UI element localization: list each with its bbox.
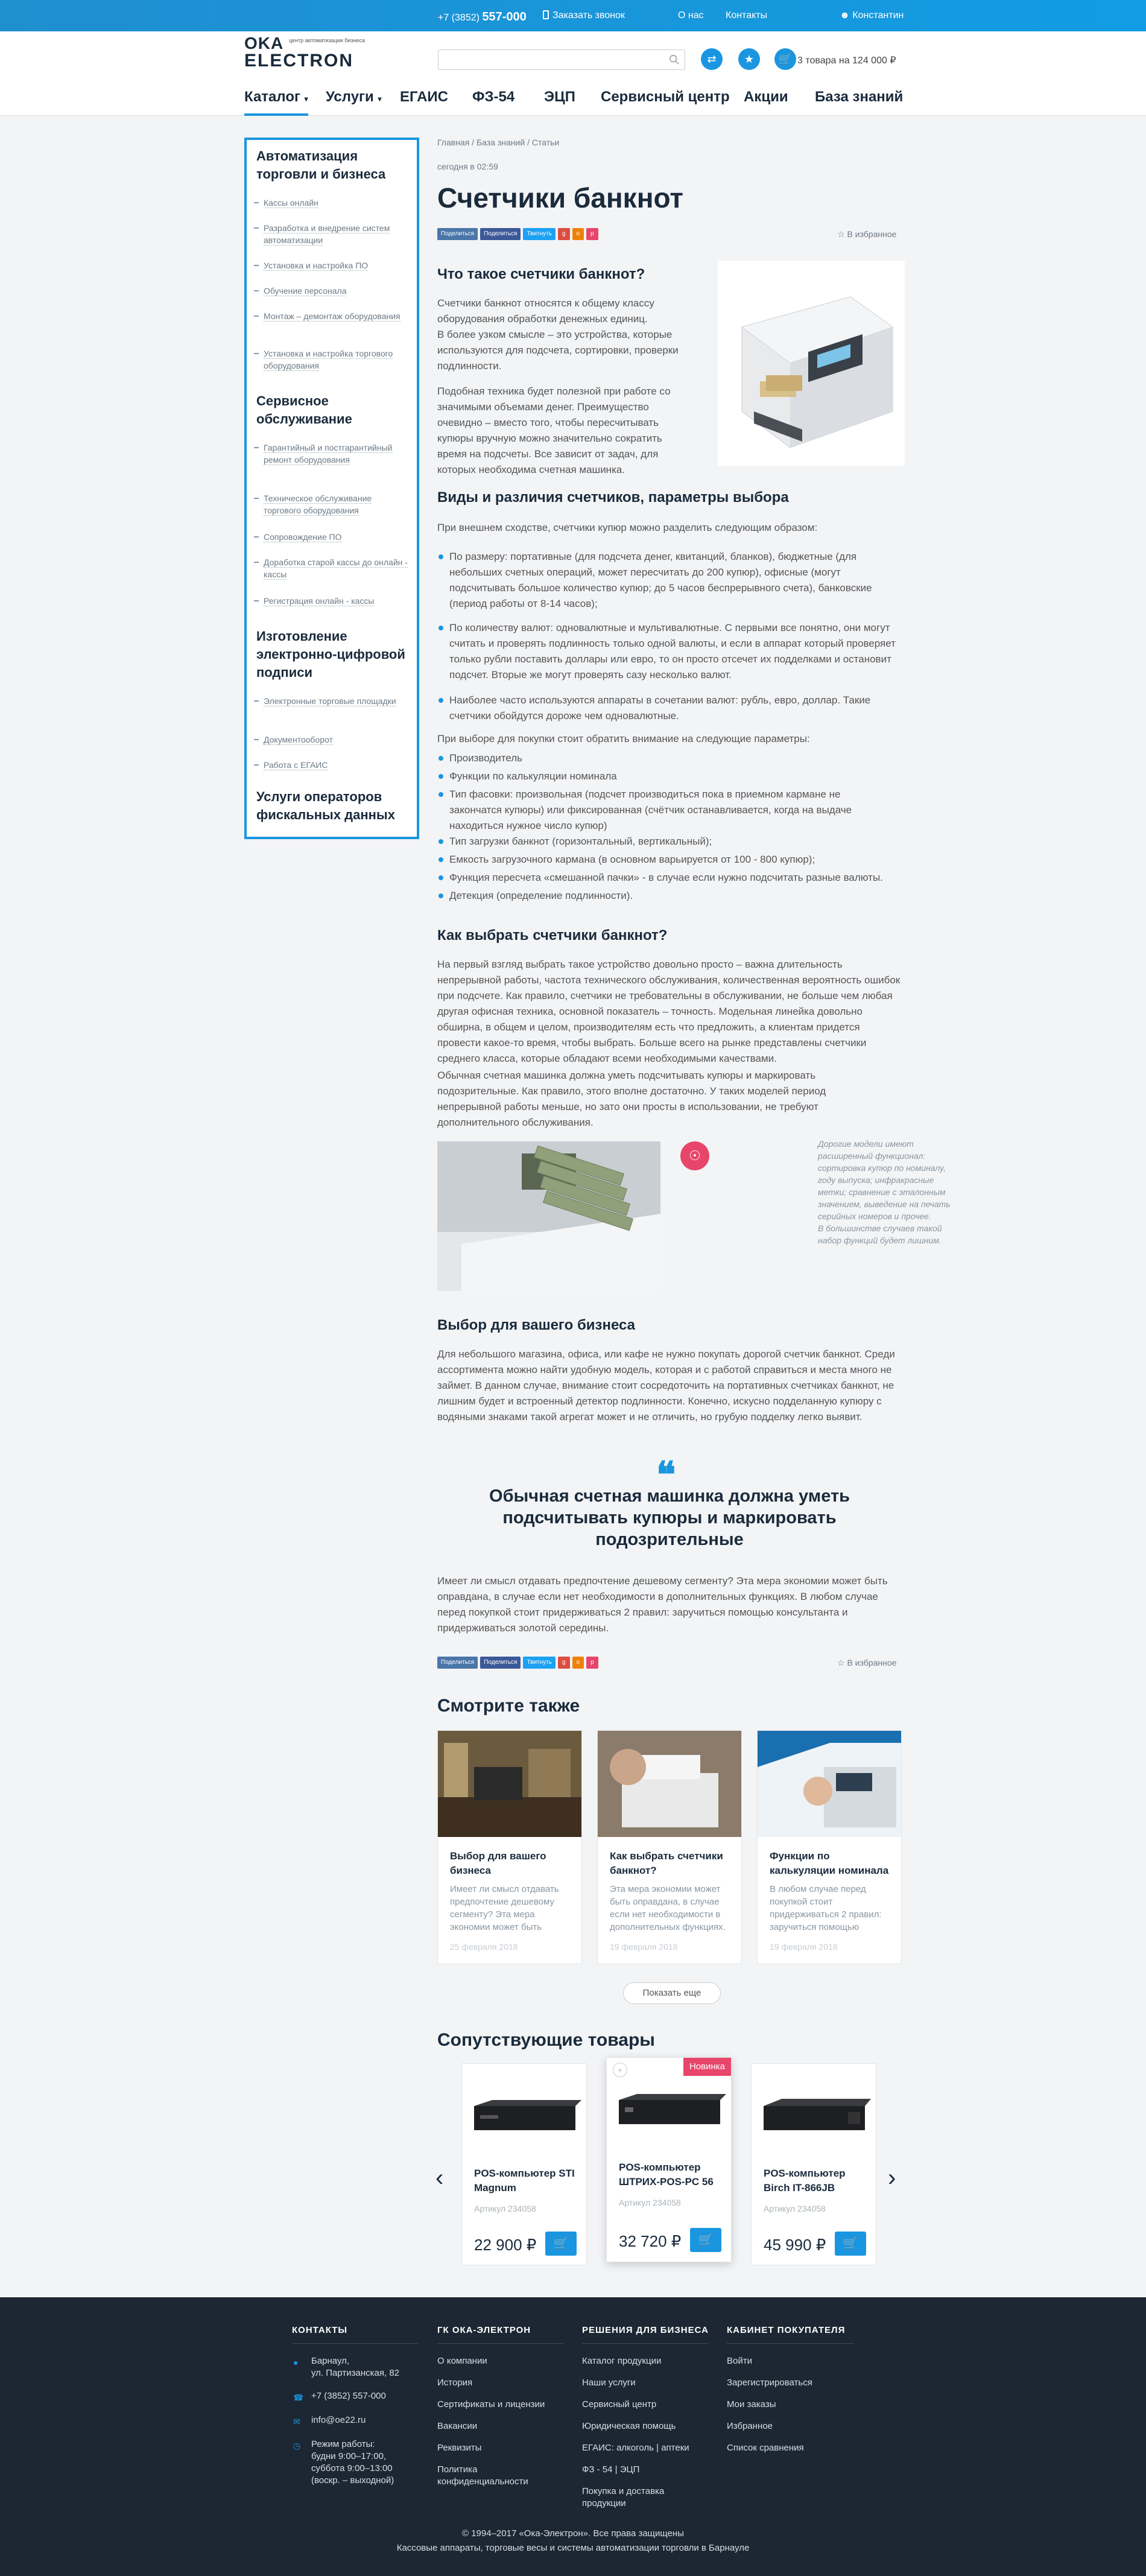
chevron-right-icon[interactable]: › <box>888 2165 896 2191</box>
new-badge: Новинка <box>683 2058 731 2076</box>
footer-link[interactable]: Сертификаты и лицензии <box>437 2399 545 2409</box>
sidebar-heading-ofd[interactable]: Услуги операторов фискальных данных <box>256 789 395 822</box>
sidebar <box>244 138 419 839</box>
sidebar-item[interactable] <box>264 310 408 322</box>
nav-service-center[interactable]: Сервисный центр <box>601 89 730 105</box>
search-input[interactable] <box>438 50 656 69</box>
card-title: Как выбрать счетчики банкнот? <box>610 1850 723 1876</box>
sidebar-item[interactable] <box>264 695 408 707</box>
footer-link[interactable]: Мои заказы <box>727 2399 776 2409</box>
sidebar-item-label: Сопровождение ПО <box>264 532 342 542</box>
star-outline-icon: ☆ <box>837 229 845 239</box>
sidebar-item-label: Монтаж – демонтаж оборудования <box>264 311 400 321</box>
product-price: 22 900 ₽ <box>474 2236 537 2254</box>
footer-link[interactable]: Покупка и доставка продукции <box>582 2486 665 2508</box>
share-facebook-button[interactable]: Поделиться <box>480 1657 521 1669</box>
related-title: Сопутствующие товары <box>437 2030 655 2050</box>
footer-copyright <box>0 2527 1146 2555</box>
favorite-link[interactable] <box>837 228 896 240</box>
show-more-button[interactable]: Показать еще <box>623 1982 721 2004</box>
share-ok-icon[interactable]: o <box>572 1657 584 1669</box>
list-item: Функции по калькуляции номинала <box>449 769 896 784</box>
sidebar-item[interactable] <box>264 285 408 297</box>
footer-heading-contacts: КОНТАКТЫ <box>292 2324 419 2344</box>
footer-email[interactable]: info@oe22.ru <box>311 2415 366 2425</box>
main-nav <box>244 84 902 115</box>
sidebar-item[interactable] <box>264 492 408 516</box>
paragraph: При выборе для покупки стоит обратить внимание на следующие параметры: <box>437 733 810 744</box>
heading-what: Что такое счетчики банкнот? <box>437 266 645 282</box>
card-text: Эта мера экономии может быть оправдана, в случае если нет необходимости в дополнительных функциях. <box>610 1884 726 1932</box>
nav-egais[interactable]: ЕГАИС <box>400 89 449 105</box>
nav-services-label: Услуги <box>326 89 374 105</box>
product-sku: Артикул 234058 <box>619 2198 681 2207</box>
nav-fz54[interactable]: ФЗ-54 <box>472 89 515 105</box>
product-image <box>613 2082 726 2148</box>
share-bar-bottom <box>437 1657 598 1669</box>
share-ok-icon[interactable]: o <box>572 228 584 240</box>
search-box <box>438 49 685 70</box>
about-link[interactable]: О нас <box>678 10 704 21</box>
paragraph: Обычная счетная машинка должна уметь подсчитывать купюры и маркировать подозрительные. Как правило, этого вполне достаточно. У таких моделей период непрерывной работы меньше, но зато они просты в использовании, не требуют дополнительного обслуживания. <box>437 1070 826 1128</box>
footer-heading-group: ГК ОКА-ЭЛЕКТРОН <box>437 2324 564 2344</box>
sidebar-item[interactable] <box>264 222 408 246</box>
footer-link[interactable]: ФЗ - 54 | ЭЦП <box>582 2464 640 2475</box>
sidebar-item[interactable] <box>264 197 408 209</box>
product-title: POS-компьютер Birch IT-866JB <box>764 2168 846 2194</box>
sidebar-item[interactable] <box>264 556 408 580</box>
add-to-cart-button[interactable] <box>690 2228 721 2252</box>
user-icon: ☻ <box>840 10 850 21</box>
pull-quote: Обычная счетная машинка должна уметь подсчитывать купюры и маркировать подозрительные <box>489 1486 850 1549</box>
sidebar-item[interactable] <box>264 759 408 771</box>
list-item: По размеру: портативные (для подсчета денег, квитанций, бланков), бюджетные (для небольших счетных операций, может пересчитать до 200 купюр), офисные (могут подсчитывать большое количество купюр; до 5 часов беспрерывного счета), банковские (период работы от 8-14 часов); <box>449 549 896 612</box>
share-gplus-icon[interactable]: g <box>558 1657 570 1669</box>
nav-knowledge-base[interactable]: База знаний <box>815 89 904 105</box>
product-sku: Артикул 234058 <box>474 2204 536 2213</box>
footer-link[interactable]: Юридическая помощь <box>582 2421 676 2431</box>
footer-hours: Режим работы: будни 9:00–17:00, суббота 9:00–13:00 (воскр. – выходной) <box>311 2439 394 2486</box>
paragraph: Для небольшого магазина, офиса, или кафе не нужно покупать дорогой счетчик банкнот. Среди ассортимента можно найти удобную модель, которая и с работой справиться и места много не займет. В данном случае, внимание стоит сосредоточить на портативных счетчиках банкнот, не лишним будет и встроенный детектор подлинности. Конечно, искусно подделанную купюру с водяными знаками такой агрегат может и не отличить, но грубую подделку легко выявит. <box>437 1348 895 1423</box>
logo-bottom: ELECTRON <box>244 51 353 71</box>
nav-catalog-label: Каталог <box>244 89 300 105</box>
top-bar <box>0 0 1146 31</box>
article-card[interactable] <box>437 1730 582 1964</box>
favorite-label: В избранное <box>847 1658 897 1667</box>
location-pin-icon: ● <box>293 2358 299 2367</box>
card-date: 19 февраля 2018 <box>610 1942 678 1952</box>
phone-icon <box>543 10 549 19</box>
product-price: 32 720 ₽ <box>619 2232 682 2250</box>
cart-icon: 🛒 <box>553 2237 569 2250</box>
paragraph: Счетчики банкнот относятся к общему классу оборудования обработки денежных единиц. В более узком смысле – это устройства, которые используются для подсчета, сортировки, проверки подлинности. <box>437 297 679 372</box>
cart-summary[interactable]: 3 товара на 124 000 ₽ <box>797 56 896 66</box>
article-date: сегодня в 02:59 <box>437 162 498 171</box>
footer-link[interactable]: Войти <box>727 2356 752 2366</box>
card-image <box>758 1731 901 1837</box>
header-phone[interactable] <box>438 8 527 26</box>
product-title: POS-компьютер STI Magnum <box>474 2168 575 2194</box>
favorites-star-icon[interactable]: ★ <box>738 48 760 70</box>
footer-heading-solutions: РЕШЕНИЯ ДЛЯ БИЗНЕСА <box>582 2324 709 2344</box>
order-call-label: Заказать звонок <box>552 10 625 21</box>
note-paragraph: Наиболее часто используются аппараты в сочетании валют: рубль, евро, доллар. Такие счетчики обойдутся дороже чем одновалютные. <box>449 693 884 724</box>
card-text: Имеет ли смысл отдавать предпочтение дешевому сегменту? Эта мера экономии может быть <box>450 1884 559 1932</box>
footer-link[interactable]: Реквизиты <box>437 2443 482 2453</box>
footer-link[interactable]: Зарегистрироваться <box>727 2378 812 2388</box>
chevron-down-icon: ▾ <box>304 95 308 103</box>
nav-services[interactable] <box>326 87 382 108</box>
favorite-label: В избранное <box>847 229 897 239</box>
product-card[interactable] <box>751 2063 876 2265</box>
share-twitter-button[interactable]: Твитнуть <box>523 228 555 240</box>
paragraph: На первый взгляд выбрать такое устройство довольно просто – важна длительность непрерывной работы, частота технического обслуживания, количественная вероятность ошибок при подсчете. Как правило, счетчики не требовательны в обслуживании, не больше чем любая другая офисная техника, основной показатель – точность. Модельная линейка довольно обширна, в общем и целом, производителям есть что предложить, а клиентам придется провести какое-то время, чтобы выбрать. Больше всего на рынке представлены счетчики среднего класса, которые обладают всеми необходимыми качествами. <box>437 959 901 1064</box>
see-also-title: Смотрите также <box>437 1696 580 1716</box>
sidebar-item-label: Разработка и внедрение систем автоматизации <box>264 223 390 245</box>
list-item: Емкость загрузочного кармана (в основном варьируется от 100 - 800 купюр); <box>449 852 896 868</box>
footer-heading-cabinet: КАБИНЕТ ПОКУПАТЕЛЯ <box>727 2324 853 2344</box>
footer-link[interactable]: Сервисный центр <box>582 2399 657 2409</box>
sidebar-item-label: Гарантийный и постгарантийный ремонт оборудования <box>264 443 393 465</box>
sidebar-heading-service[interactable]: Сервисное обслуживание <box>256 393 352 427</box>
nav-ecp[interactable]: ЭЦП <box>544 89 575 105</box>
paragraph: Подобная техника будет полезной при работе со значимыми объемами денег. Преимущество очевидно – вместо того, чтобы пересчитывать купюры вручную можно значительно сократить время на подсчеты. Все зависит от задач, для которых необходима счетная машинка. <box>437 385 671 475</box>
product-sku: Артикул 234058 <box>764 2204 826 2213</box>
share-vk-button[interactable]: Поделиться <box>437 228 478 240</box>
phone-main: 557-000 <box>482 10 527 24</box>
chevron-down-icon: ▾ <box>378 95 382 103</box>
sidebar-item-label: Обучение персонала <box>264 286 347 296</box>
page-title: Счетчики банкнот <box>437 182 683 214</box>
product-card[interactable] <box>606 2057 732 2262</box>
nav-promo[interactable]: Акции <box>744 89 788 105</box>
footer-link[interactable]: Политика конфиденциальности <box>437 2464 528 2487</box>
banknote-counter-image <box>718 261 905 466</box>
contacts-link[interactable]: Контакты <box>726 10 768 21</box>
sidebar-item[interactable] <box>264 531 408 543</box>
product-image <box>468 2082 581 2148</box>
footer-address: Барнаул, ул. Партизанская, 82 <box>311 2356 400 2378</box>
card-image <box>598 1731 741 1837</box>
quote-icon: ❝ <box>656 1455 676 1495</box>
order-call-link[interactable] <box>543 8 625 22</box>
sidebar-heading-automation[interactable]: Автоматизация торговли и бизнеса <box>256 148 386 182</box>
card-date: 19 февраля 2018 <box>770 1942 838 1952</box>
chevron-left-icon[interactable]: ‹ <box>435 2165 444 2191</box>
footer-phone[interactable]: +7 (3852) 557-000 <box>311 2391 386 2401</box>
footer-link[interactable]: Избранное <box>727 2421 773 2431</box>
sidebar-item-label: Техническое обслуживание торгового оборудования <box>264 493 372 515</box>
favorite-link-bottom[interactable] <box>837 1657 896 1669</box>
footer-link[interactable]: О компании <box>437 2356 487 2366</box>
list-item: Тип загрузки банкнот (горизонтальный, вертикальный); <box>449 834 896 849</box>
user-name: Константин <box>852 10 904 21</box>
sidebar-item[interactable] <box>264 442 408 466</box>
info-badge-icon: ☉ <box>680 1141 709 1170</box>
sidebar-item-label: Установка и настройка ПО <box>264 261 369 270</box>
list-item: Тип фасовки: произвольная (подсчет производиться пока в приемном кармане не закончатся купюры) или фиксированная (счётчик останавливается, когда на выдаче находиться нужное число купюр) <box>449 787 896 834</box>
sidebar-item-label: Установка и настройка торгового оборудования <box>264 349 393 370</box>
user-menu[interactable] <box>840 8 904 22</box>
sidebar-item-label: Доработка старой кассы до онлайн - кассы <box>264 557 408 579</box>
clock-icon: ◷ <box>293 2441 301 2451</box>
list-item: Функция пересчета «смешанной пачки» - в случае если нужно подсчитать разные валюты. <box>449 870 896 886</box>
heading-how: Как выбрать счетчики банкнот? <box>437 927 668 944</box>
compare-icon[interactable]: ⇄ <box>701 48 723 70</box>
money-counter-photo <box>437 1141 660 1291</box>
add-compare-icon[interactable]: + <box>613 2063 627 2077</box>
search-icon[interactable] <box>669 54 680 65</box>
card-title: Функции по калькуляции номинала <box>770 1850 889 1876</box>
cart-icon: 🛒 <box>843 2237 858 2250</box>
add-to-cart-button[interactable] <box>545 2232 577 2256</box>
heading-business: Выбор для вашего бизнеса <box>437 1317 635 1333</box>
share-twitter-button[interactable]: Твитнуть <box>523 1657 555 1669</box>
sidebar-item-label: Кассы онлайн <box>264 198 318 208</box>
footer-link[interactable]: ЕГАИС: алкоголь | аптеки <box>582 2443 689 2453</box>
share-pocket-icon[interactable]: p <box>586 228 598 240</box>
nav-catalog[interactable] <box>244 87 308 116</box>
share-bar <box>437 228 598 240</box>
card-text: В любом случае перед покупкой стоит придерживаться 2 правил: заручиться помощью <box>770 1884 882 1932</box>
paragraph: При внешнем сходстве, счетчики купюр можно разделить следующим образом: <box>437 522 818 533</box>
card-image <box>438 1731 581 1837</box>
breadcrumb[interactable]: Главная / База знаний / Статьи <box>437 138 560 147</box>
star-outline-icon: ☆ <box>837 1658 845 1667</box>
product-card[interactable] <box>461 2063 587 2265</box>
share-facebook-button[interactable]: Поделиться <box>480 228 521 240</box>
card-title: Выбор для вашего бизнеса <box>450 1850 546 1876</box>
share-vk-button[interactable]: Поделиться <box>437 1657 478 1669</box>
article-card[interactable] <box>757 1730 902 1964</box>
share-gplus-icon[interactable]: g <box>558 228 570 240</box>
sidebar-item[interactable] <box>264 347 408 372</box>
logo-top: OKA <box>244 34 284 52</box>
side-note: Дорогие модели имеют расширенный функционал: сортировка купюр по номиналу, году выпуска; инфракрасные метки; сравнение с эталонным значением, выведение на печать серийных номеров и прочее. В большинстве случаев такой набор функций будет лишним. <box>818 1139 951 1245</box>
footer-link[interactable]: Вакансии <box>437 2421 478 2431</box>
sidebar-item-label: Документооборот <box>264 735 334 744</box>
logo-tagline: центр автоматизации бизнеса <box>289 37 366 43</box>
footer-link[interactable]: История <box>437 2378 473 2388</box>
phone-icon: ☎ <box>293 2393 304 2402</box>
list-item: По количеству валют: одновалютные и мультивалютные. С первыми все понятно, они могут считать и проверять подлинность только одной валюты, и если в аппарат который проверяет только рубли поставить доллары или евро, то он просто отсечет их подделками и остановит подсчет. Вторые же могут проверять сазу несколько валют. <box>449 620 896 683</box>
phone-prefix: +7 (3852) <box>438 13 480 23</box>
cart-icon: 🛒 <box>698 2233 714 2247</box>
product-image <box>758 2082 871 2148</box>
heading-types: Виды и различия счетчиков, параметры выбора <box>437 489 789 506</box>
list-item: Детекция (определение подлинности). <box>449 888 896 904</box>
product-price: 45 990 ₽ <box>764 2236 826 2254</box>
mail-icon: ✉ <box>293 2417 300 2426</box>
sidebar-heading-ecp[interactable]: Изготовление электронно-цифровой подписи <box>256 629 405 680</box>
copyright-text: © 1994–2017 «Ока-Электрон». Все права защищены <box>462 2528 684 2539</box>
add-to-cart-button[interactable] <box>835 2232 866 2256</box>
footer-tagline: Кассовые аппараты, торговые весы и системы автоматизации торговли в Барнауле <box>396 2543 750 2553</box>
list-item: Производитель <box>449 750 896 766</box>
sidebar-item-label: Регистрация онлайн - кассы <box>264 596 375 606</box>
article-card[interactable] <box>597 1730 742 1964</box>
product-title: POS-компьютер ШТРИХ-POS-PC 56 <box>619 2162 714 2187</box>
sidebar-item[interactable] <box>264 259 408 271</box>
card-date: 25 февраля 2018 <box>450 1942 518 1952</box>
footer-link[interactable]: Каталог продукции <box>582 2356 662 2366</box>
footer-link[interactable]: Список сравнения <box>727 2443 804 2453</box>
sidebar-item[interactable] <box>264 595 408 607</box>
logo[interactable] <box>244 35 371 70</box>
sidebar-item[interactable] <box>264 734 408 746</box>
footer-link[interactable]: Наши услуги <box>582 2378 636 2388</box>
paragraph: Имеет ли смысл отдавать предпочтение дешевому сегменту? Эта мера экономии может быть оправдана, в случае если нет необходимости в дополнительных функциях. В любом случае перед покупкой стоит придерживаться 2 правил: заручиться помощью консультанта и придерживаться золотой середины. <box>437 1575 888 1634</box>
sidebar-item-label: Работа с ЕГАИС <box>264 760 328 770</box>
cart-icon[interactable]: 🛒 <box>774 48 796 70</box>
sidebar-item-label: Электронные торговые площадки <box>264 696 396 706</box>
share-pocket-icon[interactable]: p <box>586 1657 598 1669</box>
